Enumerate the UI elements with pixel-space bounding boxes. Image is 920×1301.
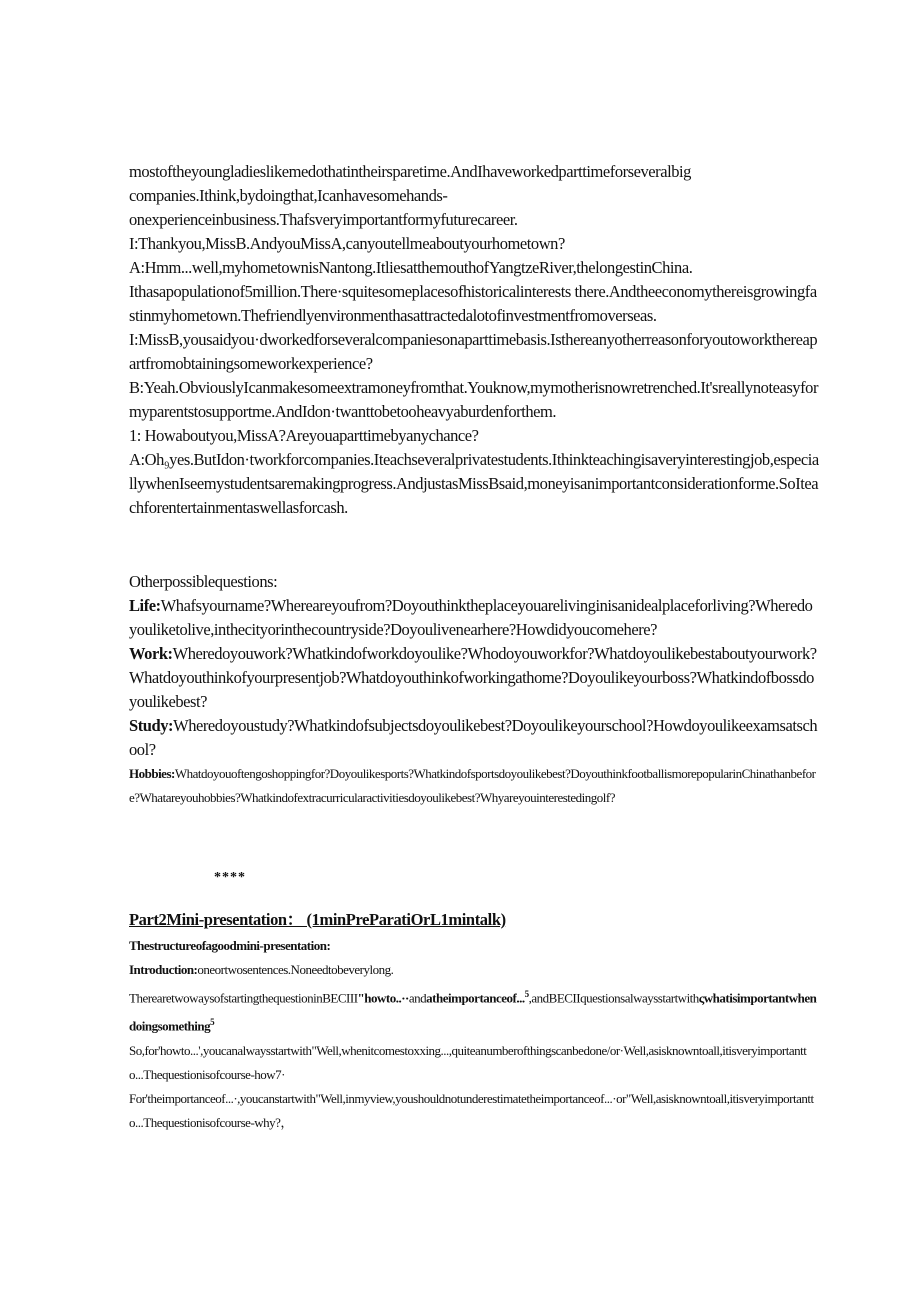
work-label: Work: [129, 644, 173, 663]
footnote-mark: 5 [210, 1017, 215, 1028]
how-to-phrase: "howto..·· [357, 990, 409, 1006]
study-text: Wheredoyoustudy?Whatkindofsubjectsdoyoulikebest?Doyoulikeyourschool?Howdoyoulikeexamsatschool? [129, 716, 818, 759]
part2-section [129, 934, 819, 1135]
dialogue-line: onexperienceinbusiness.Thafsveryimportantformyfuturecareer. [129, 210, 518, 229]
bec-line [129, 982, 819, 1039]
hobbies-questions [129, 762, 819, 810]
dialogue-line: A:Oh₉yes.ButIdon·tworkforcompanies.Iteachseveralprivatestudents.Ithinkteachingisaveryinterestingjob,especiallywhenIseemystudentsaremakingprogress.AndjustasMissBsaid,moneyisanimportantconsiderationforme.SoIteachforentertainmentaswellasforcash. [129, 450, 819, 517]
bec-text: TherearetwowaysofstartingthequestioninBECIII [129, 990, 358, 1006]
life-label: Life: [129, 596, 161, 615]
dialogue-line: I:Thankyou,MissB.AndyouMissA,canyoutellmeaboutyourhometown? [129, 234, 565, 253]
life-questions [129, 594, 819, 642]
dialogue-line: companies.Ithink,bydoingthat,Icanhavesomehands- [129, 186, 448, 205]
questions-heading: Otherpossiblequestions: [129, 572, 278, 591]
dialogue-line: A:Hmm...well,myhometownisNantong.ItliesatthemouthofYangtzeRiver,thelongestinChina. [129, 258, 693, 277]
work-questions [129, 642, 819, 714]
dialogue-line: I:MissB,yousaidyou·dworkedforseveralcompaniesonaparttimebasis.Isthereanyotherreasonforyoutoworkthereapartfromobtainingsomeworkexperience? [129, 330, 818, 373]
intro-text: oneortwosentences.Noneedtobeverylong. [197, 962, 394, 977]
study-questions [129, 714, 819, 762]
intro-label: Introduction: [129, 962, 198, 977]
work-text: Wheredoyouwork?Whatkindofworkdoyoulike?Whodoyouworkfor?Whatdoyoulikebestaboutyourwork?Whatdoyouthinkofyourpresentjob?Whatdoyouthinkofworkingathome?Doyoulikeyourboss?Whatkindofbossdoyoulikebest? [129, 644, 817, 711]
footnote-mark: 5 [524, 989, 529, 999]
structure-title: Thestructureofagoodmini-presentation: [129, 938, 331, 953]
dialogue-line: mostoftheyoungladieslikemedothatintheirsparetime.AndIhaveworkedparttimeforseveralbig [129, 162, 691, 181]
and-text: and [408, 990, 427, 1006]
part2-heading: Part2Mini-presentation： (1minPreParatiOrL1mintalk) [129, 910, 506, 929]
dialogue-line: B:Yeah.ObviouslyIcanmakesomeextramoneyfromthat.Youknow,mymotherisnowretrenched.It'sreallynoteasyformyparentstosupportme.AndIdon·twanttobetooheavyaburdenforthem. [129, 378, 818, 421]
importance-phrase: atheimportanceof... [426, 990, 525, 1006]
life-text: Whafsyourname?Whereareyoufrom?Doyouthinktheplaceyouarelivinginisanidealplaceforliving?Wheredoyouliketolive,inthecityorinthecountryside?Doyoulivenearhere?Howdidyoucomehere? [129, 596, 813, 639]
hobbies-text: Whatdoyouoftengoshoppingfor?Doyoulikesports?Whatkindofsportsdoyoulikebest?DoyouthinkfootballismorepopularinChinathanbefore?Whatareyouhobbies?Whatkindofextracurricularactivitiesdoyoulikebest?Whyareyouinterestedingolf? [129, 766, 816, 805]
importance-line: For'theimportanceof...·,youcanstartwith"Well,inmyview,youshouldnotunderestimatetheimportanceof...·or"Well,asisknowntoall,itisveryimportantto...Thequestionisofcourse-why?， [129, 1090, 814, 1130]
what-is-important-phrase: ςwhatisimportantwhendoingsomething [129, 990, 817, 1034]
how-to-line: So,for'howto...',youcanalwaysstartwith"Well,whenitcomestoxxing...,quiteanumberofthingscanbedone/or·Well,asisknowntoall,itisveryimportantto...Thequestionisofcourse-how7· [129, 1042, 807, 1082]
dialogue-line: Ithasapopulationof5million.There·squitesomeplacesofhistoricalinterests there.Andtheeconomythereisgrowingfastinmyhometown.Thefriendlyenvironmenthasattractedalotofinvestmentfromoverseas. [129, 282, 817, 325]
bec2-text: ,andBECIIquestionsalwaysstartwith [528, 990, 699, 1006]
study-label: Study: [129, 716, 174, 735]
dialogue-line: 1: Howaboutyou,MissA?Areyouaparttimebyanychance? [129, 426, 479, 445]
hobbies-label: Hobbies: [129, 766, 175, 781]
intro-line [129, 958, 819, 982]
questions-section [129, 570, 819, 810]
dialogue-section [129, 160, 819, 520]
section-separator: **** [214, 870, 246, 885]
